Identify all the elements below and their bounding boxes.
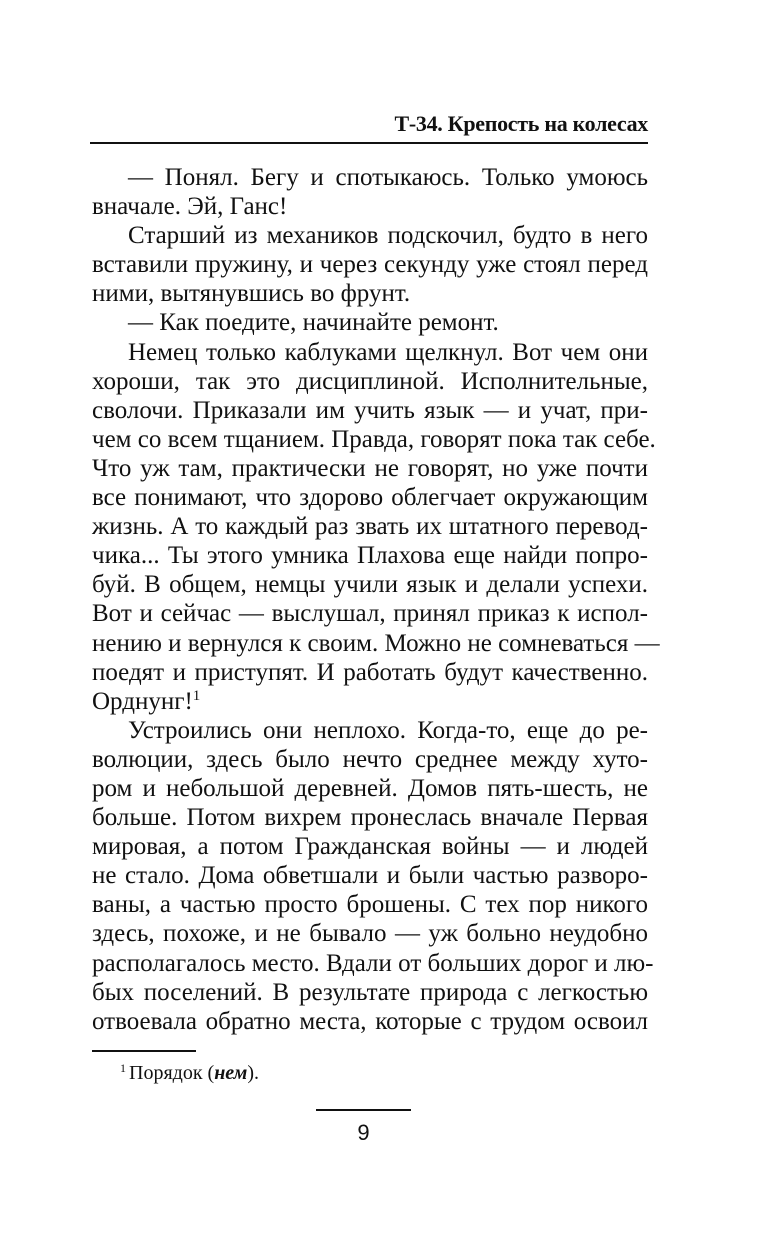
footnote-text: Порядок ( (129, 1062, 215, 1084)
footnote-language-abbr: нем (214, 1062, 248, 1084)
text-line: хороши, так это дисциплиной. Исполнительные, (92, 367, 648, 395)
text-line-words: Орднунг! (92, 687, 193, 715)
text-line: ваны, а частью просто брошены. С тех пор никого (92, 891, 648, 919)
text-line: мировая, а потом Гражданская войны — и людей (92, 833, 648, 861)
text-line: Немец только каблуками щелкнул. Вот чем они (128, 338, 648, 366)
text-line: жизнь. А то каждый раз звать их штатного перевод- (92, 513, 648, 541)
text-line: вставили пружину, и через секунду уже стоял перед (92, 251, 648, 279)
footnote-close: ). (247, 1062, 260, 1084)
text-line: ними, вытянувшись во фрунт. (92, 280, 411, 308)
text-line: все понимают, что здорово облегчает окружающим (92, 484, 648, 512)
text-line: поедят и приступят. И работать будут качественно. (92, 658, 648, 686)
footnote-reference[interactable]: 1 (192, 687, 201, 704)
text-line: отвоевала обратно места, которые с трудом освоил (92, 1007, 648, 1035)
text-line: Устроились они неплохо. Когда-то, еще до ре- (128, 716, 648, 744)
text-line: Старший из механиков подскочил, будто в него (128, 222, 648, 250)
page-number: 9 (357, 1120, 370, 1145)
folio-rule (316, 1109, 411, 1111)
text-line: не стало. Дома обветшали и были частью разворо- (92, 862, 648, 890)
footnote-rule (92, 1050, 196, 1052)
text-line: вначале. Эй, Ганс! (92, 193, 288, 221)
text-line: больше. Потом вихрем пронеслась вначале Первая (92, 804, 648, 832)
text-line: ром и небольшой деревней. Домов пять-шесть, не (92, 774, 648, 802)
body-text (92, 163, 660, 1036)
text-line: располагалось место. Вдали от больших дорог и лю- (92, 949, 654, 977)
footnote (120, 1061, 259, 1085)
text-line: — Как поедите, начинайте ремонт. (128, 309, 499, 337)
text-line: здесь, похоже, и не бывало — уж больно неудобно (92, 920, 648, 948)
text-line: бых поселений. В результате природа с легкостью (92, 978, 648, 1006)
text-line: буй. В общем, немцы учили язык и делали успехи. (92, 571, 648, 599)
text-line: Вот и сейчас — выслушал, принял приказ к испол- (92, 600, 648, 628)
running-head-title: Т-34. Крепость на колесах (394, 111, 648, 136)
text-line: сволочи. Приказали им учить язык — и учат, при- (92, 396, 648, 424)
text-line: нению и вернулся к своим. Можно не сомневаться — (92, 629, 660, 657)
text-line (92, 687, 648, 716)
text-line: чика... Ты этого умника Плахова еще найди попро- (92, 542, 648, 570)
text-line: — Понял. Бегу и спотыкаюсь. Только умоюсь (128, 164, 648, 191)
text-line: чем со всем тщанием. Правда, говорят пока так себе. (92, 425, 656, 453)
header-rule (90, 142, 648, 144)
text-line: волюции, здесь было нечто среднее между хуто- (92, 745, 648, 773)
text-line: Что уж там, практически не говорят, но уже почти (92, 454, 648, 482)
footnote-number: 1 (120, 1061, 126, 1075)
